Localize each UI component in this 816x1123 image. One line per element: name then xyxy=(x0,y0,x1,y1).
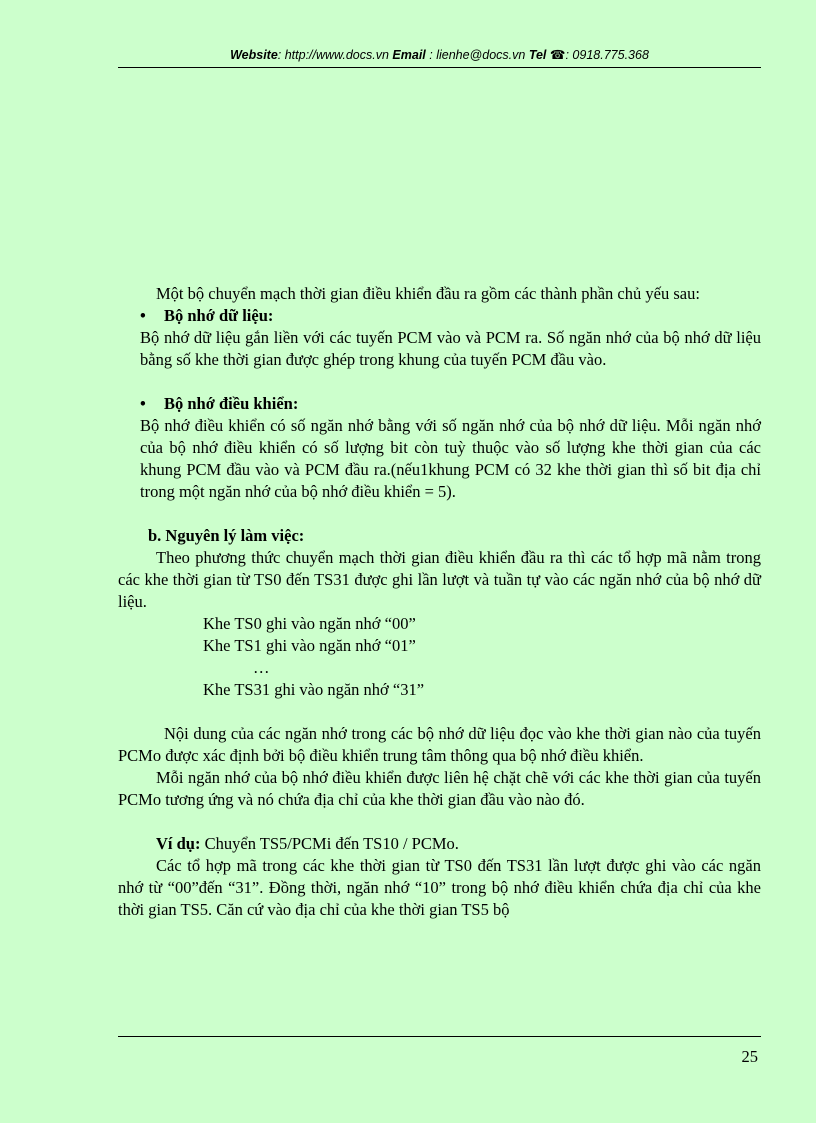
bullet-title: Bộ nhớ điều khiển: xyxy=(164,394,299,413)
list-ellipsis: … xyxy=(253,658,270,677)
bullet-body-text: Bộ nhớ điều khiển có số ngăn nhớ bằng với số ngăn nhớ của bộ nhớ dữ liệu. Mỗi ngăn nhớ của bộ nhớ điều khiển có số lượng bit còn tuỳ thuộc vào số lượng khe thời gian của các khung PCM đầu vào và PCM đầu ra.(nếu1khung PCM có 32 khe thời gian thì số bit địa chỉ trong một ngăn nhớ của bộ nhớ điều khiển = 5). xyxy=(140,416,761,501)
bullet-dot-icon: • xyxy=(140,306,146,325)
website-value: : http://www.docs.vn xyxy=(277,48,393,62)
email-value: : lienhe@docs.vn xyxy=(425,48,529,62)
paragraph: Nội dung của các ngăn nhớ trong các bộ nhớ dữ liệu đọc vào khe thời gian nào của tuyến PCMo được xác định bởi bộ điều khiển trung tâm thông qua bộ nhớ điều khiển. xyxy=(118,724,761,765)
document-body xyxy=(118,283,761,921)
bullet-data-memory xyxy=(140,305,761,327)
tel-value: : 0918.775.368 xyxy=(565,48,649,62)
bullet-control-memory xyxy=(140,393,761,415)
tel-label: Tel xyxy=(528,48,547,62)
header-divider xyxy=(118,67,761,68)
list-line: Khe TS0 ghi vào ngăn nhớ “00” xyxy=(203,614,416,633)
paragraph: Mỗi ngăn nhớ của bộ nhớ điều khiển được liên hệ chặt chẽ với các khe thời gian của tuyến PCMo tương ứng và nó chứa địa chỉ của khe thời gian đầu vào nào đó. xyxy=(118,768,761,809)
bullet-dot-icon: • xyxy=(140,394,146,413)
bullet-body-text: Bộ nhớ dữ liệu gắn liền với các tuyến PCM vào và PCM ra. Số ngăn nhớ của bộ nhớ dữ liệu bằng số khe thời gian được ghép trong khung của tuyến PCM đầu vào. xyxy=(140,328,761,369)
page-number: 25 xyxy=(741,1047,758,1066)
list-line: Khe TS1 ghi vào ngăn nhớ “01” xyxy=(203,636,416,655)
footer-divider xyxy=(118,1036,761,1037)
website-label: Website xyxy=(230,48,278,62)
section-heading: b. Nguyên lý làm việc: xyxy=(148,526,305,545)
example-label: Ví dụ: xyxy=(156,834,201,853)
list-line: Khe TS31 ghi vào ngăn nhớ “31” xyxy=(203,680,425,699)
paragraph: Theo phương thức chuyển mạch thời gian điều khiển đầu ra thì các tổ hợp mã nằm trong các khe thời gian từ TS0 đến TS31 được ghi lần lượt và tuần tự vào các ngăn nhớ của bộ nhớ dữ liệu. xyxy=(118,548,761,611)
example-text: Chuyển TS5/PCMi đến TS10 / PCMo. xyxy=(200,834,459,853)
intro-paragraph: Một bộ chuyển mạch thời gian điều khiển đầu ra gồm các thành phần chủ yếu sau: xyxy=(156,284,700,303)
page-header xyxy=(118,47,761,62)
bullet-title: Bộ nhớ dữ liệu: xyxy=(164,306,274,325)
paragraph: Các tổ hợp mã trong các khe thời gian từ TS0 đến TS31 lần lượt được ghi vào các ngăn nhớ từ “00”đến “31”. Đồng thời, ngăn nhớ “10” trong bộ nhớ điều khiển chứa địa chỉ của khe thời gian TS5. Căn cứ vào địa chỉ của khe thời gian TS5 bộ xyxy=(118,856,761,919)
example-line xyxy=(118,833,761,855)
telephone-icon: ☎ xyxy=(549,48,566,62)
email-label: Email xyxy=(392,48,426,62)
